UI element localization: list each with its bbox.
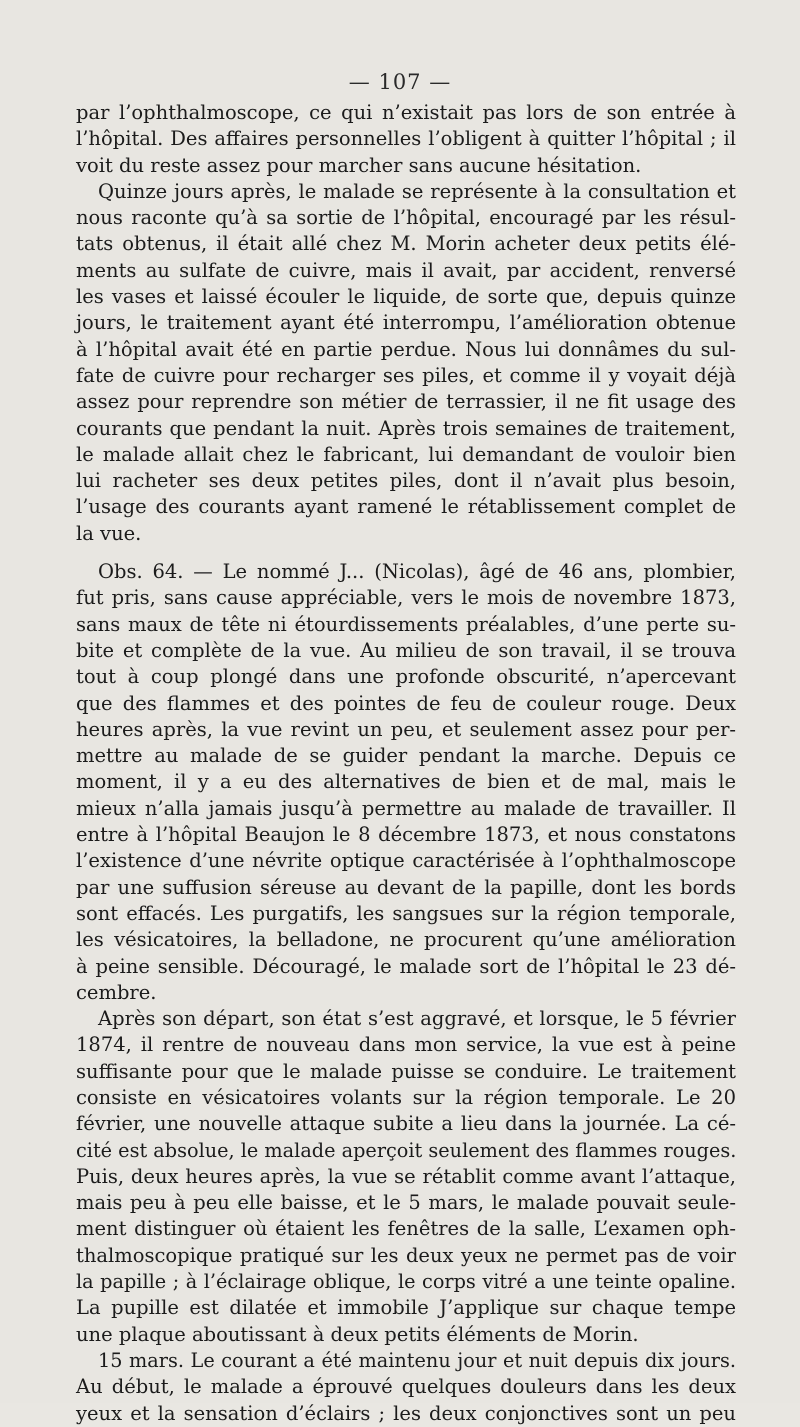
text-line: une plaque aboutissant à deux petits éléments de Morin. <box>76 1322 639 1346</box>
text-line: l’existence d’une névrite optique caractérisée à l’ophthalmoscope <box>76 849 736 873</box>
text-line: février, une nouvelle attaque subite a lieu dans la journée. La cé- <box>76 1112 736 1136</box>
page-number: — 107 — <box>348 70 452 94</box>
text-line: yeux et la sensation d’éclairs ; les deux conjonctives sont un peu <box>76 1401 736 1425</box>
text-line: suffisante pour que le malade puisse se conduire. Le traitement <box>76 1059 736 1083</box>
text-line: ment distinguer où étaient les fenêtres de la salle, L’examen oph- <box>76 1217 736 1241</box>
text-line: cité est absolue, le malade aperçoit seulement des flammes rouges. <box>76 1138 737 1162</box>
text-line: par une suffusion séreuse au devant de la papille, dont les bords <box>76 875 736 899</box>
text-line: La pupille est dilatée et immobile J’applique sur chaque tempe <box>76 1296 736 1320</box>
text-line: ments au sulfate de cuivre, mais il avait, par accident, renversé <box>76 258 736 282</box>
text-line: les vases et laissé écouler le liquide, de sorte que, depuis quinze <box>76 285 736 309</box>
text-line: bite et complète de la vue. Au milieu de son travail, il se trouva <box>76 638 736 662</box>
text-line: par l’ophthalmoscope, ce qui n’existait pas lors de son entrée à <box>76 101 736 124</box>
text-line: cembre. <box>76 980 157 1004</box>
text-line: sans maux de tête ni étourdissements préalables, d’une perte su- <box>76 612 736 636</box>
text-line: courants que pendant la nuit. Après trois semaines de traitement, <box>76 416 736 440</box>
text-line: mettre au malade de se guider pendant la marche. Depuis ce <box>76 744 736 768</box>
text-line: consiste en vésicatoires volants sur la région temporale. Le 20 <box>76 1085 736 1109</box>
text-line: fut pris, sans cause appréciable, vers le mois de novembre 1873, <box>76 586 736 610</box>
text-line: jours, le traitement ayant été interrompu, l’amélioration obtenue <box>76 311 736 335</box>
paragraph-gap <box>76 547 736 559</box>
observation-paragraph <box>76 559 736 1006</box>
text-line: à l’hôpital avait été en partie perdue. Nous lui donnâmes du sul- <box>76 337 736 361</box>
body-text <box>76 100 736 1427</box>
text-line: fate de cuivre pour recharger ses piles, et comme il y voyait déjà <box>76 363 736 387</box>
text-line: les vésicatoires, la belladone, ne procurent qu’une amélioration <box>76 928 736 952</box>
text-line: à peine sensible. Découragé, le malade sort de l’hôpital le 23 dé- <box>76 954 736 978</box>
text-line: 1874, il rentre de nouveau dans mon service, la vue est à peine <box>76 1033 736 1057</box>
text-line: 15 mars. Le courant a été maintenu jour et nuit depuis dix jours. <box>98 1348 736 1372</box>
text-line: le malade allait chez le fabricant, lui demandant de vouloir bien <box>76 442 736 466</box>
text-line: Puis, deux heures après, la vue se rétablit comme avant l’attaque, <box>76 1164 736 1188</box>
paragraph <box>76 100 736 179</box>
text-line: Après son départ, son état s’est aggravé, et lorsque, le 5 février <box>98 1007 736 1031</box>
text-line: heures après, la vue revint un peu, et seulement assez pour per- <box>76 717 736 741</box>
text-line: la papille ; à l’éclairage oblique, le corps vitré a une teinte opaline. <box>76 1270 736 1294</box>
text-line: l’usage des courants ayant ramené le rétablissement complet de <box>76 495 736 519</box>
text-line: tats obtenus, il était allé chez M. Morin acheter deux petits élé- <box>76 232 736 256</box>
text-line: thalmoscopique pratiqué sur les deux yeux ne permet pas de voir <box>76 1243 736 1267</box>
text-line: mais peu à peu elle baisse, et le 5 mars, le malade pouvait seule- <box>76 1191 736 1215</box>
paragraph <box>76 1006 736 1348</box>
text-line: lui racheter ses deux petites piles, dont il n’avait plus besoin, <box>76 469 736 493</box>
text-line: Quinze jours après, le malade se représente à la consultation et <box>98 179 736 203</box>
text-line: assez pour reprendre son métier de terrassier, il ne fit usage des <box>76 390 736 414</box>
text-line: Au début, le malade a éprouvé quelques douleurs dans les deux <box>76 1375 736 1399</box>
text-line: tout à coup plongé dans une profonde obscurité, n’apercevant <box>76 665 736 689</box>
text-line: moment, il y a eu des alternatives de bien et de mal, mais le <box>76 770 736 794</box>
text-line: Obs. 64. — Le nommé J... (Nicolas), âgé de 46 ans, plombier, <box>98 560 736 584</box>
text-line: mieux n’alla jamais jusqu’à permettre au malade de travailler. Il <box>76 796 736 820</box>
text-line: nous raconte qu’à sa sortie de l’hôpital, encouragé par les résul- <box>76 206 736 230</box>
text-line: entre à l’hôpital Beaujon le 8 décembre 1873, et nous constatons <box>76 823 736 847</box>
text-line: l’hôpital. Des affaires personnelles l’obligent à quitter l’hôpital ; il <box>76 127 736 151</box>
paragraph <box>76 179 736 547</box>
text-line: que des flammes et des pointes de feu de couleur rouge. Deux <box>76 691 736 715</box>
text-line: la vue. <box>76 521 142 545</box>
text-line: voit du reste assez pour marcher sans aucune hésitation. <box>76 153 642 177</box>
text-line: sont effacés. Les purgatifs, les sangsues sur la région temporale, <box>76 901 736 925</box>
paragraph <box>76 1348 736 1427</box>
